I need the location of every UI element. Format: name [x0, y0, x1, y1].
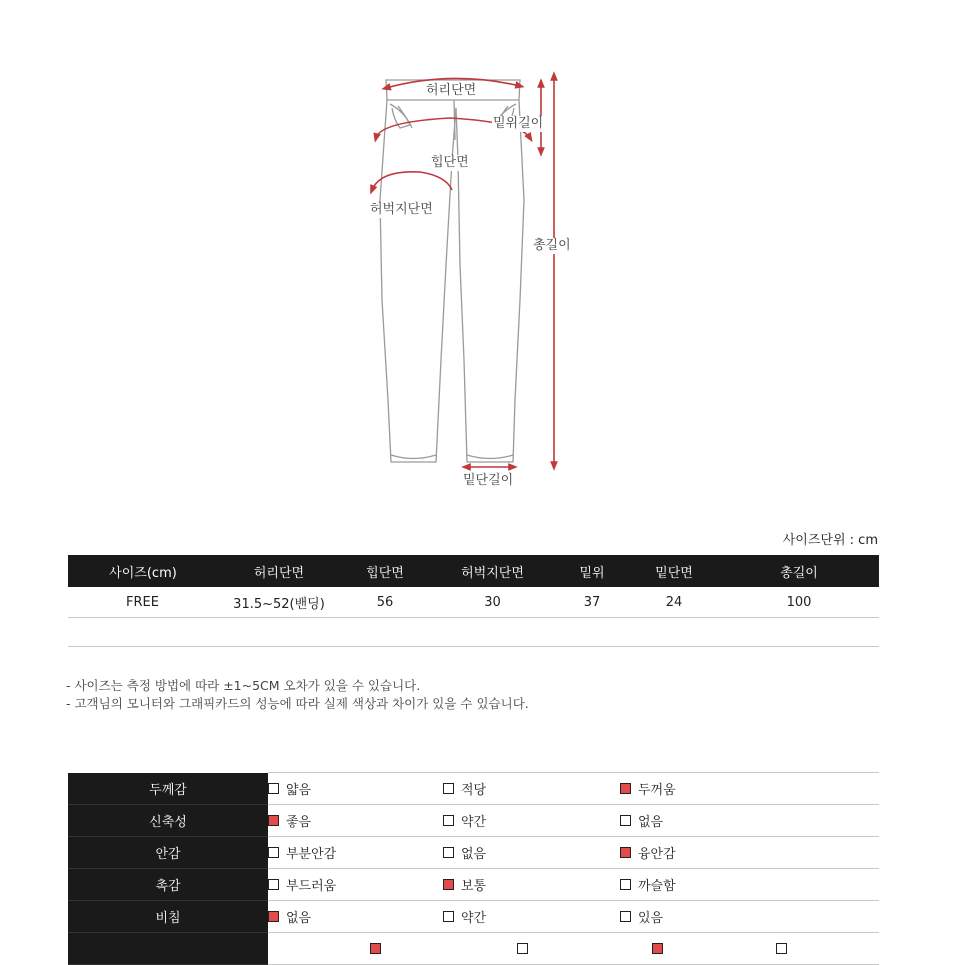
unchecked-box-icon [443, 815, 454, 826]
option-label: 좋음 [286, 815, 312, 830]
attribute-option [443, 779, 486, 798]
attribute-label: 신축성 [68, 805, 268, 837]
attribute-option [443, 843, 486, 862]
header-size: 사이즈(cm) [68, 555, 218, 587]
attribute-row [68, 837, 879, 869]
attribute-option-cell [268, 805, 443, 837]
attribute-option [620, 779, 676, 798]
option-label: 부분안감 [286, 847, 337, 862]
unchecked-box-icon [776, 943, 787, 954]
attribute-row [68, 805, 879, 837]
attribute-label: 비침 [68, 901, 268, 933]
checked-box-icon [268, 911, 279, 922]
size-unit-label: 사이즈단위 : cm [782, 533, 878, 548]
unchecked-box-icon [620, 911, 631, 922]
attribute-option-cell [443, 869, 620, 901]
cell-waist: 31.5~52(밴딩) [218, 587, 340, 618]
attribute-option [443, 811, 486, 830]
diagram-label-total: 총길이 [533, 238, 571, 253]
header-hip: 힙단면 [340, 555, 430, 587]
attribute-label: 촉감 [68, 869, 268, 901]
header-waist: 허리단면 [218, 555, 340, 587]
header-thigh: 허벅지단면 [430, 555, 555, 587]
attribute-option-cell [620, 869, 879, 901]
attribute-option-cell [268, 773, 443, 805]
size-table-header [68, 555, 879, 587]
attribute-option [268, 811, 311, 830]
attribute-option [620, 907, 663, 926]
attribute-label: 두께감 [68, 773, 268, 805]
cell-size: FREE [68, 587, 218, 618]
option-label: 보통 [461, 879, 487, 894]
option-label: 약간 [461, 911, 487, 926]
option-label: 얇음 [286, 783, 312, 798]
attribute-option [443, 907, 486, 926]
fabric-attributes-table [68, 772, 879, 965]
attribute-option [268, 907, 311, 926]
option-label: 두꺼움 [638, 783, 676, 798]
checked-box-icon [443, 879, 454, 890]
checked-box-icon [370, 943, 381, 954]
unchecked-box-icon [443, 783, 454, 794]
unchecked-box-icon [268, 783, 279, 794]
attribute-option-cell [268, 837, 443, 869]
diagram-label-rise: 밑위길이 [493, 116, 544, 131]
attribute-option-cell [443, 773, 620, 805]
option-label: 부드러움 [286, 879, 337, 894]
table-row [68, 587, 879, 618]
checked-box-icon [620, 783, 631, 794]
note-color: - 고객님의 모니터와 그래픽카드의 성능에 따라 실제 색상과 차이가 있을 수 있습니다. [66, 696, 529, 711]
attribute-option [443, 875, 486, 894]
diagram-label-hem: 밑단길이 [463, 473, 514, 488]
attribute-option [268, 875, 336, 894]
attribute-option-cell [620, 837, 879, 869]
cell-thigh: 30 [430, 587, 555, 618]
attribute-option-cell [443, 805, 620, 837]
attribute-label: 안감 [68, 837, 268, 869]
option-label: 융안감 [638, 847, 676, 862]
attribute-option [620, 875, 676, 894]
attribute-option-cell [443, 837, 620, 869]
cell-hip: 56 [340, 587, 430, 618]
option-label: 약간 [461, 815, 487, 830]
attribute-row-partial [68, 933, 879, 965]
unchecked-box-icon [620, 879, 631, 890]
size-notes [66, 677, 529, 713]
header-total: 총길이 [719, 555, 879, 587]
diagram-label-waist: 허리단면 [426, 83, 477, 98]
attribute-option-cell [268, 869, 443, 901]
unchecked-box-icon [443, 847, 454, 858]
checked-box-icon [268, 815, 279, 826]
option-label: 없음 [461, 847, 487, 862]
unchecked-box-icon [268, 879, 279, 890]
note-measurement: - 사이즈는 측정 방법에 따라 ±1~5CM 오차가 있을 수 있습니다. [66, 678, 421, 693]
unchecked-box-icon [443, 911, 454, 922]
attribute-row [68, 901, 879, 933]
measure-arrows [372, 76, 554, 467]
checked-box-icon [652, 943, 663, 954]
cell-total: 100 [719, 587, 879, 618]
attribute-option [268, 779, 311, 798]
size-table [68, 555, 879, 618]
unchecked-box-icon [268, 847, 279, 858]
attribute-option [268, 843, 336, 862]
checked-box-icon [620, 847, 631, 858]
attribute-option-cell [620, 805, 879, 837]
option-label: 없음 [638, 815, 664, 830]
option-label: 까슬함 [638, 879, 676, 894]
header-hem: 밑단면 [629, 555, 719, 587]
unchecked-box-icon [517, 943, 528, 954]
option-label: 있음 [638, 911, 664, 926]
attribute-option-cell [620, 901, 879, 933]
cell-hem: 24 [629, 587, 719, 618]
option-label: 적당 [461, 783, 487, 798]
attribute-option-cell [268, 933, 879, 965]
attribute-row [68, 773, 879, 805]
attribute-option [620, 811, 663, 830]
unchecked-box-icon [620, 815, 631, 826]
attribute-option [620, 843, 676, 862]
header-rise: 밑위 [555, 555, 629, 587]
attribute-option-cell [268, 901, 443, 933]
pants-outline [380, 80, 524, 462]
attribute-option-cell [620, 773, 879, 805]
attribute-option-cell [443, 901, 620, 933]
diagram-label-thigh: 허벅지단면 [370, 202, 433, 217]
option-label: 없음 [286, 911, 312, 926]
diagram-label-hip: 힙단면 [431, 155, 469, 170]
attribute-label [68, 933, 268, 965]
table-divider [68, 646, 879, 647]
cell-rise: 37 [555, 587, 629, 618]
attribute-row [68, 869, 879, 901]
